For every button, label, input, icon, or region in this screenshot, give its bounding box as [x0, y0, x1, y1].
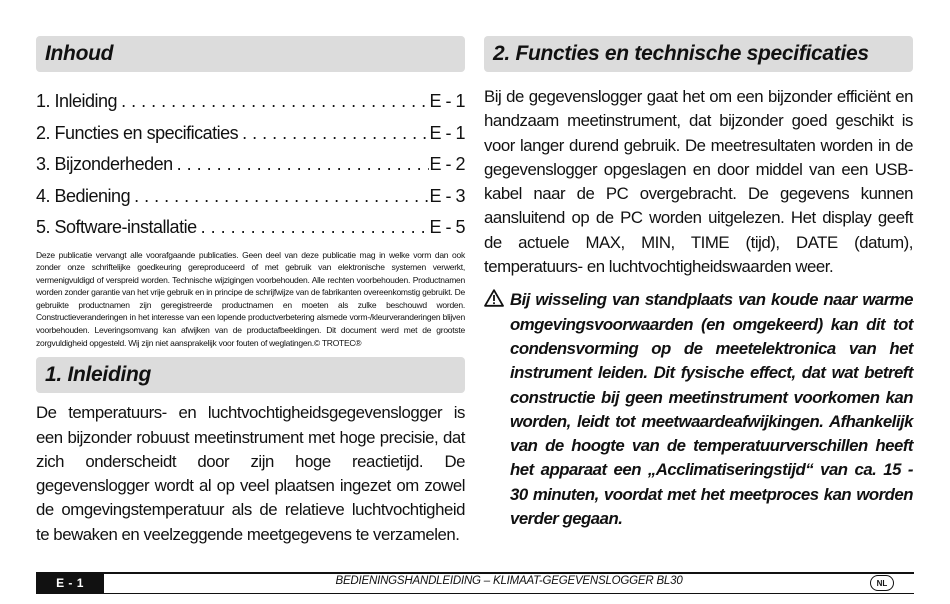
intro-heading: 1. Inleiding	[36, 357, 465, 393]
toc-entry-title: 1. Inleiding	[36, 91, 118, 111]
toc-leader-dots	[238, 118, 429, 150]
toc-leader-dots	[130, 181, 429, 213]
toc-heading: Inhoud	[36, 36, 465, 72]
footer-rule-bottom	[104, 593, 914, 595]
page-footer	[36, 572, 914, 594]
toc-entry[interactable]	[36, 86, 465, 118]
toc-entry-page: E - 3	[429, 185, 465, 206]
warning-block	[484, 288, 913, 531]
toc-entry[interactable]	[36, 118, 465, 150]
toc-leader-dots	[197, 212, 430, 244]
toc-entry-title: 3. Bijzonderheden	[36, 154, 173, 174]
left-column	[36, 36, 465, 547]
legal-disclaimer: Deze publicatie vervangt alle voorafgaande publicaties. Geen deel van deze publicatie mag in welke vorm dan ook zonder onze schriftelijke goedkeuring gereproduceerd of met gebruik van elektronische systemen verwerkt, vermenigvuldigd of verspreid worden. Technische wijzigingen voorbehouden. Alle rechten voorbehouden. Productnamen worden zonder garantie van het vrije gebruik en in principe de schrijfwijze van de fabrikanten overeenkomstig gebruikt. De gebruikte productnamen zijn geregistreerde productnamen en moeten als zulke beschouwd worden. Constructieveranderingen in het interesse van een lopende productverbetering alsmede vorm-/kleurveranderingen blijven voorbehouden. Leveringsomvang kan afwijken van de productafbeeldingen. Dit document werd met de grootste zorgvuldigheid opgesteld. Wij zijn niet aansprakelijk voor fouten of weglatingen.© TROTEC®	[36, 249, 465, 348]
footer-title: BEDIENINGSHANDLEIDING – KLIMAAT-GEGEVENSLOGGER BL30	[335, 575, 683, 587]
toc-leader-dots	[117, 86, 429, 118]
language-badge: NL	[870, 575, 894, 591]
functions-heading: 2. Functies en technische specificaties	[484, 36, 913, 72]
intro-text: De temperatuurs- en luchtvochtigheidsgegevenslogger is een bijzonder robuust meetinstrument met hoge precisie, dat zich onderscheidt door zijn hoge reactietijd. De gegevenslogger wordt al op veel plaatsen ingezet om zowel de omgevingstemperatuur als de relatieve luchtvochtigheid te bewaken en veelzeggende meetgegevens te verzamelen.	[36, 403, 465, 544]
toc-entry-page: E - 2	[429, 154, 465, 174]
toc-entry-title: 5. Software-installatie	[36, 217, 197, 237]
toc-entry-page: E - 5	[429, 217, 465, 237]
right-column	[484, 36, 913, 531]
functions-text: Bij de gegevenslogger gaat het om een bijzonder efficiënt en handzaam meetinstrument, dat bijzonder goed geschikt is voor langer durend gebruik. De meetresultaten worden in de gegevenslogger opgeslagen en door middel van een USB-kabel naar de PC overgebracht. De gegevens kunnen aansluitend op de PC worden uitgelezen. Het display geeft de actuele MAX, MIN, TIME (tijd), DATE (datum), temperatuurs- en luchtvochtigheidswaarden weer.	[484, 87, 913, 277]
toc-entry-page: E - 1	[429, 91, 465, 111]
toc-entry-page: E - 1	[429, 122, 465, 143]
toc-entry[interactable]	[36, 212, 465, 244]
toc-entry[interactable]	[36, 181, 465, 213]
page-number: E - 1	[36, 572, 104, 594]
table-of-contents	[36, 86, 465, 244]
footer-rule-top	[104, 572, 914, 574]
toc-entry-title: 4. Bediening	[36, 185, 131, 206]
toc-leader-dots	[173, 149, 430, 181]
toc-entry[interactable]	[36, 149, 465, 181]
warning-text: Bij wisseling van standplaats van koude naar warme omgevingsvoorwaarden (en omgekeerd) kan dit tot condensvorming op de meetelektronica van het instrument leiden. Dit fysische effect, dat wat betreft constructie bij geen meetinstrument voorkomen kan worden, leidt tot meetwaardeafwijkingen. Afhankelijk van de hoogte van de temperatuurverschillen heeft het apparaat een „Acclimatiseringstijd“ van ca. 15 - 30 minuten, voordat met het meetproces kan worden verder gegaan.	[510, 290, 913, 529]
toc-entry-title: 2. Functies en specificaties	[36, 122, 239, 143]
warning-triangle-icon	[484, 289, 510, 315]
